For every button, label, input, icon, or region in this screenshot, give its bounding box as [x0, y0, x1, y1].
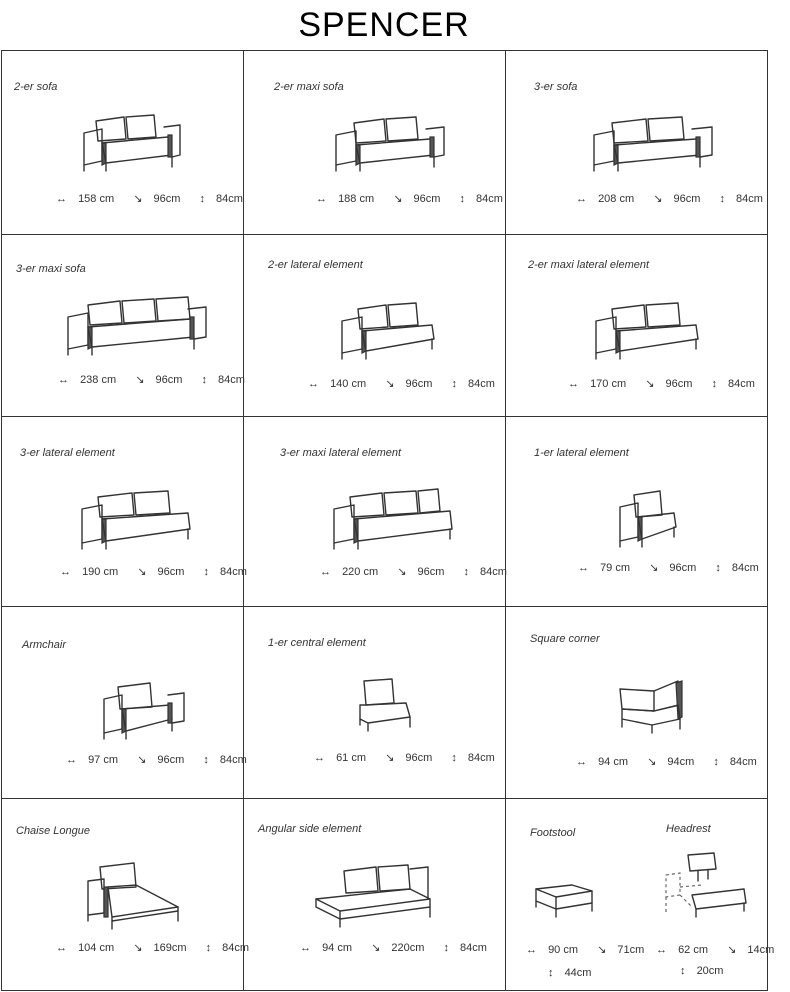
height-icon: ↕	[715, 562, 721, 574]
lateral-2-seat-maxi-icon	[590, 295, 710, 363]
dimensions: ↔ 104 cm ↘ 169cm ↕ 84cm	[56, 942, 250, 954]
sofa-3-seat-maxi-icon	[62, 291, 212, 361]
height-icon: ↕	[719, 193, 725, 205]
height-icon: ↕	[201, 374, 207, 386]
width-icon: ↔	[314, 752, 325, 764]
cell-3er-lateral-element	[2, 417, 247, 607]
item-label: 3-er maxi sofa	[16, 263, 86, 275]
width-icon: ↔	[60, 566, 71, 578]
cell-2er-maxi-lateral-element	[506, 235, 768, 417]
height-icon: ↕	[680, 965, 686, 977]
height-icon: ↕	[459, 193, 465, 205]
depth-icon: ↘	[385, 752, 395, 764]
cell-chaise-longue	[2, 799, 250, 991]
depth-icon: ↘	[597, 944, 607, 956]
height-icon: ↕	[711, 378, 717, 390]
width-icon: ↔	[66, 754, 77, 766]
sofa-2-seat-maxi-icon	[330, 111, 450, 175]
lateral-2-seat-icon	[336, 295, 446, 363]
cell-2er-sofa	[2, 51, 244, 235]
depth-icon: ↘	[649, 562, 659, 574]
width-icon: ↔	[576, 756, 587, 768]
width-icon: ↔	[576, 193, 587, 205]
depth-icon: ↘	[645, 378, 655, 390]
cell-3er-sofa	[506, 51, 768, 235]
width-icon: ↔	[300, 942, 311, 954]
depth-icon: ↘	[133, 193, 143, 205]
height-icon: ↕	[203, 566, 209, 578]
width-icon: ↔	[56, 193, 67, 205]
armchair-icon	[98, 675, 190, 745]
square-corner-icon	[614, 675, 690, 739]
product-grid	[1, 50, 775, 991]
footstool-icon	[532, 879, 596, 927]
dimensions: ↔ 79 cm ↘ 96cm ↕ 84cm	[578, 562, 759, 574]
dimensions: ↔ 190 cm ↘ 96cm ↕ 84cm	[60, 566, 247, 578]
sofa-2-seat-icon	[76, 111, 186, 175]
lateral-1-seat-icon	[614, 483, 684, 553]
height-icon: ↕	[451, 378, 457, 390]
cell-square-corner	[506, 607, 768, 799]
depth-icon: ↘	[653, 193, 663, 205]
dimensions-footstool-height: ↕ 44cm	[548, 967, 592, 979]
depth-icon: ↘	[397, 566, 407, 578]
dimensions: ↔ 158 cm ↘ 96cm ↕ 84cm	[56, 193, 243, 205]
cell-2er-lateral-element	[244, 235, 506, 417]
depth-icon: ↘	[385, 378, 395, 390]
dimensions: ↔ 208 cm ↘ 96cm ↕ 84cm	[576, 193, 763, 205]
height-icon: ↕	[203, 754, 209, 766]
lateral-3-seat-maxi-icon	[328, 483, 462, 553]
dimensions: ↔ 238 cm ↘ 96cm ↕ 84cm	[58, 374, 245, 386]
height-icon: ↕	[451, 752, 457, 764]
depth-icon: ↘	[727, 944, 737, 956]
item-label: 2-er maxi lateral element	[528, 259, 650, 271]
dimensions: ↔ 97 cm ↘ 96cm ↕ 84cm	[66, 754, 247, 766]
dimensions: ↔ 140 cm ↘ 96cm ↕ 84cm	[308, 378, 495, 390]
height-icon: ↕	[199, 193, 205, 205]
dimensions: ↔ 94 cm ↘ 94cm ↕ 84cm	[576, 756, 757, 768]
width-icon: ↔	[56, 942, 67, 954]
cell-2er-maxi-sofa	[244, 51, 506, 235]
depth-icon: ↘	[137, 566, 147, 578]
cell-footstool-headrest	[506, 799, 775, 991]
page-title: SPENCER	[298, 6, 470, 44]
dimensions-headrest-height: ↕ 20cm	[680, 965, 724, 977]
height-icon: ↕	[713, 756, 719, 768]
depth-icon: ↘	[135, 374, 145, 386]
item-label: 2-er maxi sofa	[274, 81, 344, 93]
cell-1er-central-element	[244, 607, 506, 799]
dimensions: ↔ 94 cm ↘ 220cm ↕ 84cm	[300, 942, 487, 954]
item-label: 1-er lateral element	[534, 447, 629, 459]
depth-icon: ↘	[393, 193, 403, 205]
item-label: Angular side element	[258, 823, 362, 835]
width-icon: ↔	[308, 378, 319, 390]
width-icon: ↔	[526, 944, 537, 956]
width-icon: ↔	[656, 944, 667, 956]
cell-angular-side-element	[244, 799, 506, 991]
height-icon: ↕	[548, 967, 554, 979]
item-label: 2-er lateral element	[268, 259, 363, 271]
height-icon: ↕	[443, 942, 449, 954]
height-icon: ↕	[205, 942, 212, 954]
item-label: 3-er sofa	[534, 81, 578, 93]
depth-icon: ↘	[371, 942, 381, 954]
depth-icon: ↘	[133, 942, 143, 954]
cell-1er-lateral-element	[506, 417, 768, 607]
item-label: Armchair	[22, 639, 67, 651]
width-icon: ↔	[58, 374, 69, 386]
item-label: 1-er central element	[268, 637, 366, 649]
item-label: 2-er sofa	[14, 81, 58, 93]
depth-icon: ↘	[647, 756, 657, 768]
item-label: Footstool	[530, 827, 576, 839]
headrest-icon	[662, 847, 754, 925]
depth-icon: ↘	[137, 754, 147, 766]
width-icon: ↔	[578, 562, 589, 574]
dimensions: ↔ 220 cm ↘ 96cm ↕ 84cm	[320, 566, 507, 578]
lateral-3-seat-icon	[76, 483, 200, 553]
chaise-longue-icon	[82, 857, 186, 937]
central-element-icon	[354, 673, 418, 737]
width-icon: ↔	[316, 193, 327, 205]
dimensions: ↔ 61 cm ↘ 96cm ↕ 84cm	[314, 752, 495, 764]
dimensions: ↔ 188 cm ↘ 96cm ↕ 84cm	[316, 193, 503, 205]
item-label: Square corner	[530, 633, 600, 645]
cell-3er-maxi-sofa	[2, 235, 244, 417]
dimensions-footstool: ↔ 90 cm ↘ 71cm	[526, 944, 645, 956]
width-icon: ↔	[568, 378, 579, 390]
cell-3er-maxi-lateral-element	[244, 417, 506, 607]
width-icon: ↔	[320, 566, 331, 578]
sofa-3-seat-icon	[588, 111, 718, 175]
item-label: Chaise Longue	[16, 825, 91, 837]
height-icon: ↕	[463, 566, 469, 578]
cell-armchair	[2, 607, 247, 799]
item-label: 3-er maxi lateral element	[280, 447, 402, 459]
item-label: 3-er lateral element	[20, 447, 115, 459]
item-label: Headrest	[666, 823, 711, 835]
dimensions: ↔ 170 cm ↘ 96cm ↕ 84cm	[568, 378, 755, 390]
angular-side-element-icon	[310, 861, 440, 933]
dimensions-headrest: ↔ 62 cm ↘ 14cm	[656, 944, 775, 956]
